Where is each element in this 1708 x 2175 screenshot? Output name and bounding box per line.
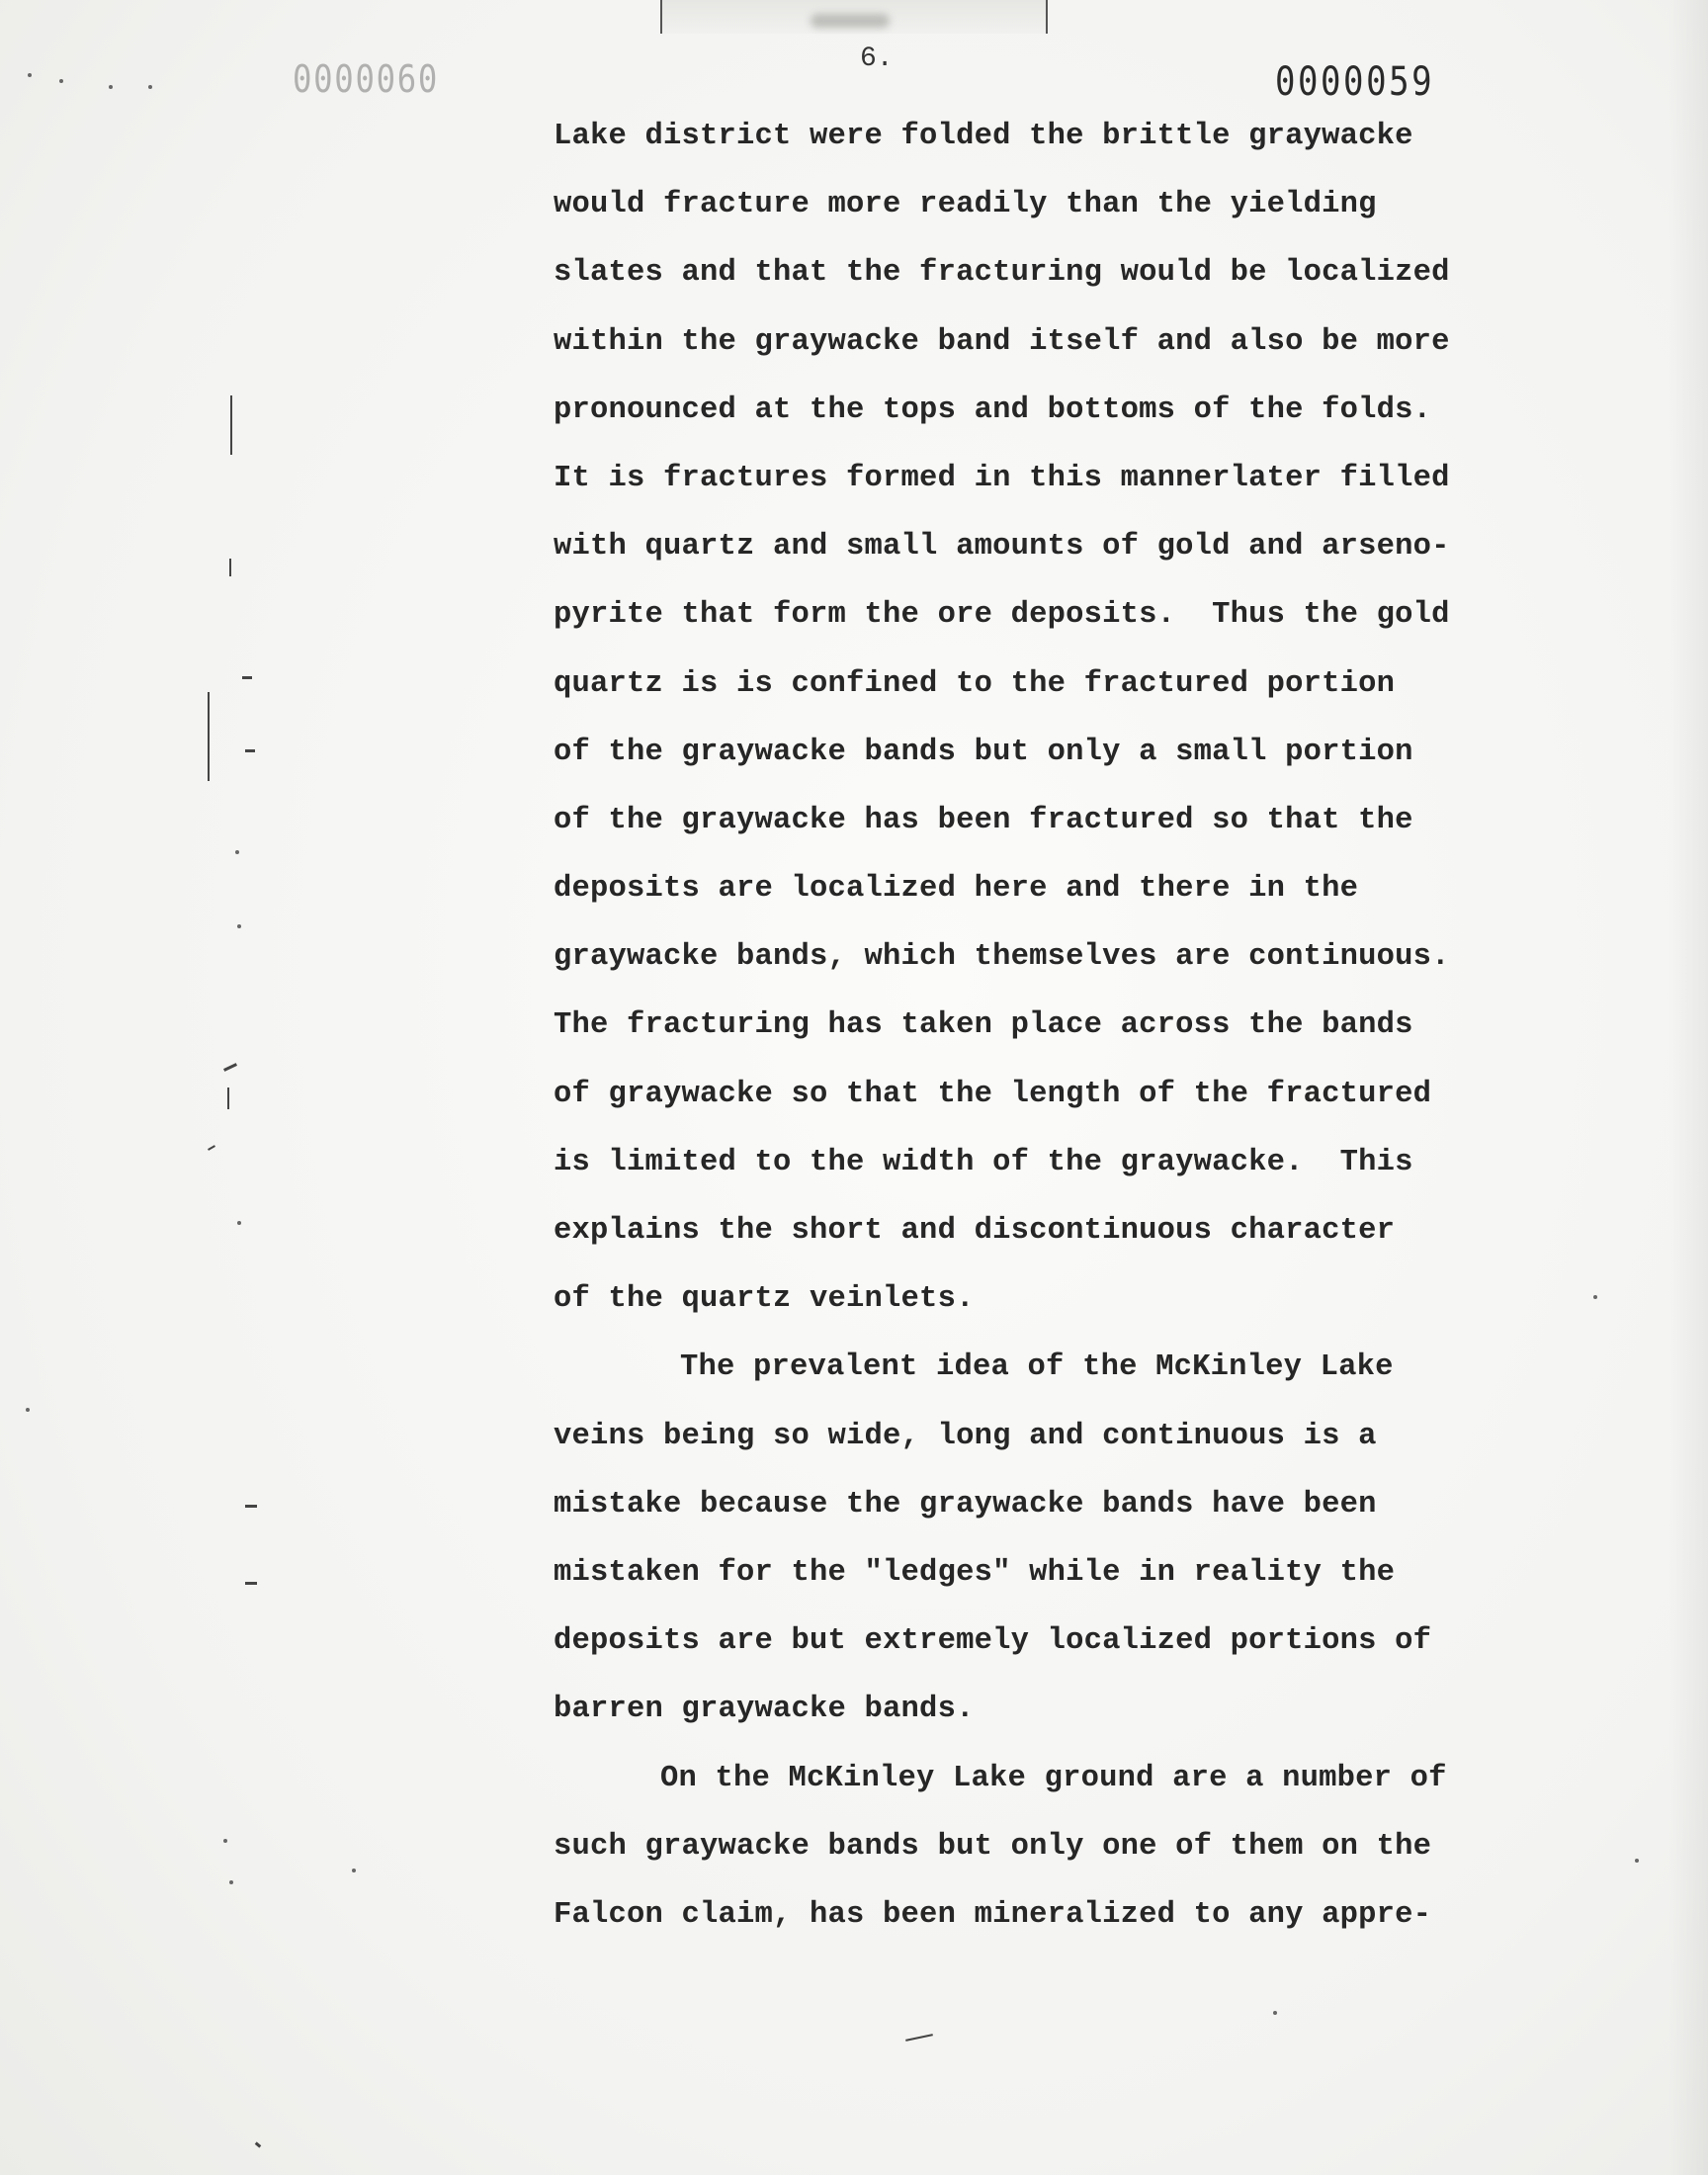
margin-mark xyxy=(223,1063,237,1072)
margin-mark xyxy=(245,1505,257,1508)
text-line: explains the short and discontinuous character xyxy=(554,1214,1396,1248)
text-line: pronounced at the tops and bottoms of the folds. xyxy=(554,392,1432,427)
speck xyxy=(148,85,152,89)
speck xyxy=(223,1839,227,1843)
text-line: slates and that the fracturing would be localized xyxy=(554,256,1450,291)
speck xyxy=(235,850,239,854)
text-line: mistaken for the "ledges" while in reality the xyxy=(554,1555,1396,1590)
speck xyxy=(59,79,63,83)
text-line: graywacke bands, which themselves are continuous. xyxy=(554,940,1450,975)
text-line: of graywacke so that the length of the fractured xyxy=(554,1077,1432,1111)
text-line: of the graywacke bands but only a small portion xyxy=(554,735,1413,769)
text-line: of the quartz veinlets. xyxy=(554,1282,975,1317)
typed-body-text xyxy=(554,103,1601,1950)
speck xyxy=(352,1869,356,1872)
paragraph-first-line: The prevalent idea of the McKinley Lake xyxy=(680,1350,1394,1385)
paragraph-first-line: On the McKinley Lake ground are a number of xyxy=(660,1761,1447,1795)
text-line: such graywacke bands but only one of them on the xyxy=(554,1829,1432,1864)
speck xyxy=(1273,2011,1277,2015)
text-line: is limited to the width of the graywacke. This xyxy=(554,1145,1413,1179)
speck xyxy=(28,73,32,77)
text-line: deposits are but extremely localized portions of xyxy=(554,1624,1432,1659)
margin-mark xyxy=(227,1088,229,1109)
text-line: mistake because the graywacke bands have been xyxy=(554,1487,1377,1522)
text-line: deposits are localized here and there in the xyxy=(554,872,1359,907)
text-line: The fracturing has taken place across the bands xyxy=(554,1008,1413,1043)
speck xyxy=(237,924,241,928)
text-line: veins being so wide, long and continuous is a xyxy=(554,1419,1377,1453)
page-edge-shadow xyxy=(1668,0,1708,2175)
margin-mark xyxy=(208,692,210,781)
speck xyxy=(237,1221,241,1225)
margin-mark xyxy=(208,1145,215,1151)
text-line: barren graywacke bands. xyxy=(554,1693,975,1727)
binding-strip xyxy=(660,0,1048,34)
margin-mark xyxy=(230,395,232,455)
text-line: Falcon claim, has been mineralized to any appre- xyxy=(554,1897,1432,1932)
text-line: Lake district were folded the brittle graywacke xyxy=(554,120,1413,153)
smudge xyxy=(811,14,890,28)
margin-mark xyxy=(229,559,231,576)
margin-mark xyxy=(255,2141,262,2147)
margin-mark xyxy=(905,2034,933,2042)
speck xyxy=(229,1880,233,1884)
speck xyxy=(26,1408,30,1412)
text-line: quartz is is confined to the fractured portion xyxy=(554,666,1396,701)
bates-stamp-faded: 0000060 xyxy=(293,57,440,101)
speck xyxy=(109,85,113,89)
page-number: 6. xyxy=(860,44,894,74)
margin-mark xyxy=(242,676,252,679)
speck xyxy=(1635,1859,1639,1863)
text-line: It is fractures formed in this mannerlater filled xyxy=(554,461,1450,495)
margin-mark xyxy=(245,1582,257,1585)
text-line: with quartz and small amounts of gold and arseno- xyxy=(554,530,1450,565)
text-line: would fracture more readily than the yielding xyxy=(554,188,1377,222)
text-line: pyrite that form the ore deposits. Thus the gold xyxy=(554,598,1450,633)
bates-stamp: 0000059 xyxy=(1275,59,1435,105)
text-line: within the graywacke band itself and also be more xyxy=(554,324,1450,359)
text-line: of the graywacke has been fractured so that the xyxy=(554,803,1413,837)
margin-mark xyxy=(245,749,255,752)
